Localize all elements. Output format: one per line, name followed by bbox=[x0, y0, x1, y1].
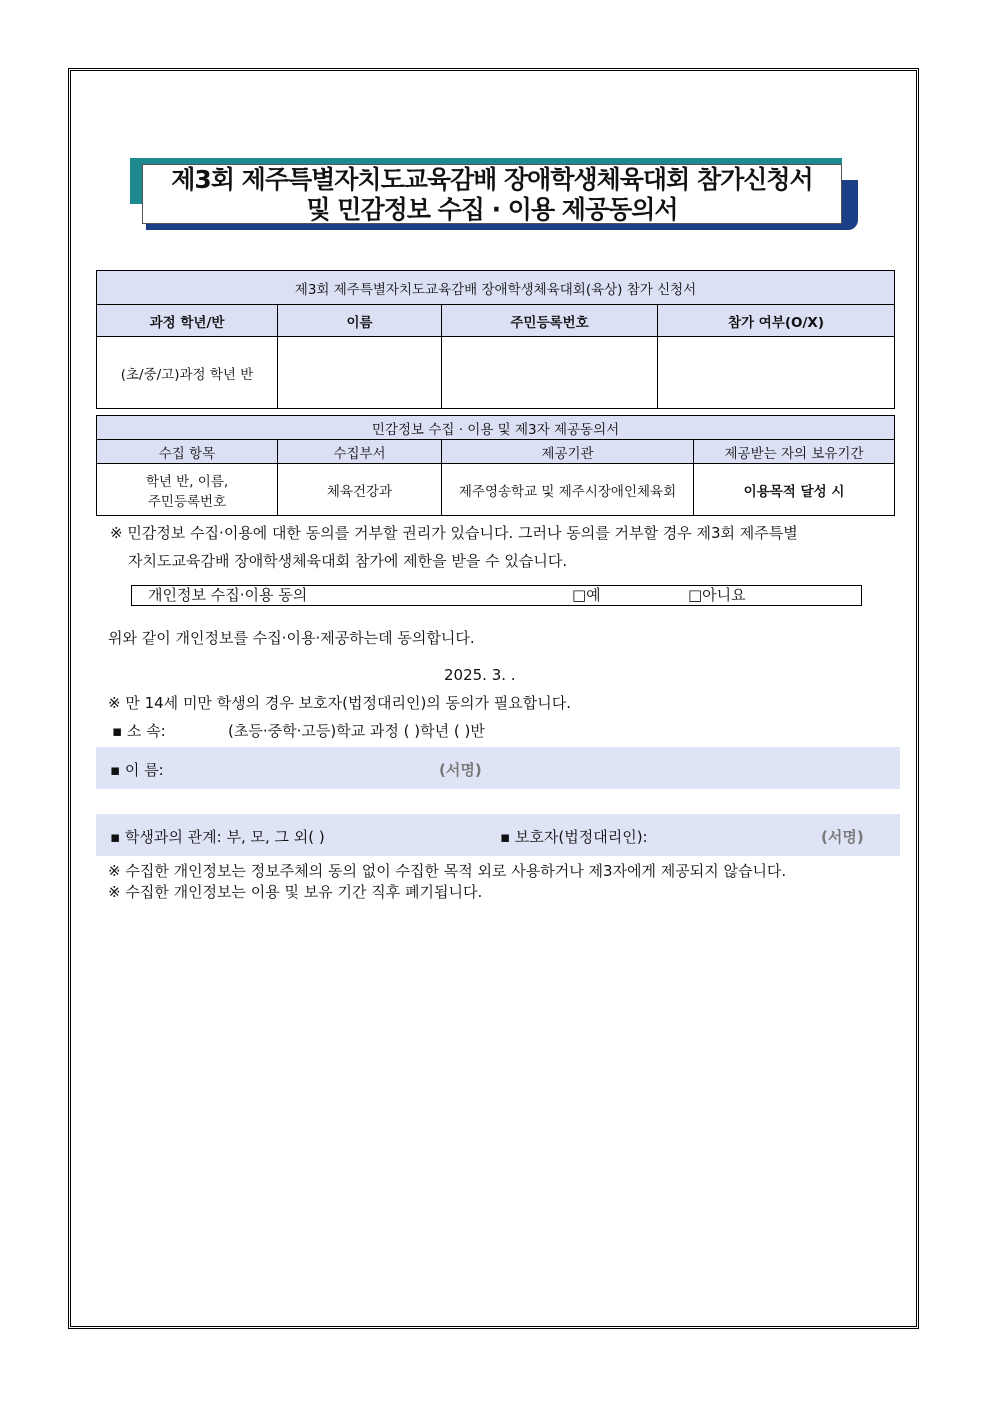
footer-note-1: ※ 수집한 개인정보는 정보주체의 동의 없이 수집한 목적 외로 사용하거나 제3자에게 제공되지 않습니다. bbox=[108, 862, 787, 880]
col-header-name: 이름 bbox=[278, 305, 442, 337]
col-header-item: 수집 항목 bbox=[97, 440, 278, 464]
refusal-notice-line-1: ※ 민감정보 수집·이용에 대한 동의를 거부할 권리가 있습니다. 그러나 동의를 거부할 경우 제3회 제주특별 bbox=[110, 524, 798, 542]
date-field[interactable]: 2025. 3. . bbox=[444, 666, 516, 684]
consent-label: 개인정보 수집·이용 동의 bbox=[148, 586, 308, 604]
agree-statement: 위와 같이 개인정보를 수집·이용·제공하는데 동의합니다. bbox=[108, 629, 475, 647]
footer-note-2: ※ 수집한 개인정보는 이용 및 보유 기간 직후 폐기됩니다. bbox=[108, 883, 483, 901]
guardian-label: ▪ 보호자(법정대리인): bbox=[500, 828, 648, 846]
cell-participation[interactable] bbox=[658, 337, 895, 409]
affiliation-label: ▪ 소 속: bbox=[112, 722, 166, 740]
student-signature[interactable]: (서명) bbox=[439, 761, 482, 779]
consent-table bbox=[96, 415, 895, 516]
col-header-dept: 수집부서 bbox=[278, 440, 442, 464]
collected-items-line-2: 주민등록번호 bbox=[147, 493, 227, 510]
under14-notice: ※ 만 14세 미만 학생의 경우 보호자(법정대리인)의 동의가 필요합니다. bbox=[108, 694, 572, 712]
consent-yes-checkbox[interactable]: □예 bbox=[572, 586, 601, 604]
cell-provider: 제주영송학교 및 제주시장애인체육회 bbox=[442, 464, 694, 516]
cell-id-number[interactable] bbox=[442, 337, 658, 409]
cell-collected-items bbox=[97, 464, 278, 516]
affiliation-field[interactable]: (초등·중학·고등)학교 과정 ( )학년 ( )반 bbox=[228, 722, 485, 740]
title-line-1: 제3회 제주특별자치도교육감배 장애학생체육대회 참가신청서 bbox=[171, 165, 813, 194]
title-line-2: 및 민감정보 수집 · 이용 제공동의서 bbox=[306, 195, 678, 224]
col-header-grade: 과정 학년/반 bbox=[97, 305, 278, 337]
consent-caption: 민감정보 수집 · 이용 및 제3자 제공동의서 bbox=[97, 416, 895, 440]
student-name-band bbox=[96, 747, 900, 789]
cell-dept: 체육건강과 bbox=[278, 464, 442, 516]
student-name-label: ▪ 이 름: bbox=[110, 761, 164, 779]
cell-grade[interactable]: (초/중/고)과정 학년 반 bbox=[97, 337, 278, 409]
relation-field[interactable]: ▪ 학생과의 관계: 부, 모, 그 외( ) bbox=[110, 828, 325, 846]
cell-retention: 이용목적 달성 시 bbox=[694, 464, 895, 516]
consent-no-checkbox[interactable]: □아니요 bbox=[688, 586, 746, 604]
consent-checkbox-row bbox=[131, 585, 862, 606]
collected-items-line-1: 학년 반, 이름, bbox=[145, 473, 229, 490]
application-table bbox=[96, 270, 895, 409]
col-header-provider: 제공기관 bbox=[442, 440, 694, 464]
col-header-retention: 제공받는 자의 보유기간 bbox=[694, 440, 895, 464]
guardian-band bbox=[96, 814, 900, 856]
title-banner bbox=[130, 158, 858, 230]
guardian-signature[interactable]: (서명) bbox=[821, 828, 864, 846]
col-header-participation: 참가 여부(O/X) bbox=[658, 305, 895, 337]
refusal-notice-line-2: 자치도교육감배 장애학생체육대회 참가에 제한을 받을 수 있습니다. bbox=[128, 552, 568, 570]
document-title bbox=[142, 164, 842, 224]
col-header-id-number: 주민등록번호 bbox=[442, 305, 658, 337]
application-caption: 제3회 제주특별자치도교육감배 장애학생체육대회(육상) 참가 신청서 bbox=[97, 271, 895, 305]
cell-name[interactable] bbox=[278, 337, 442, 409]
